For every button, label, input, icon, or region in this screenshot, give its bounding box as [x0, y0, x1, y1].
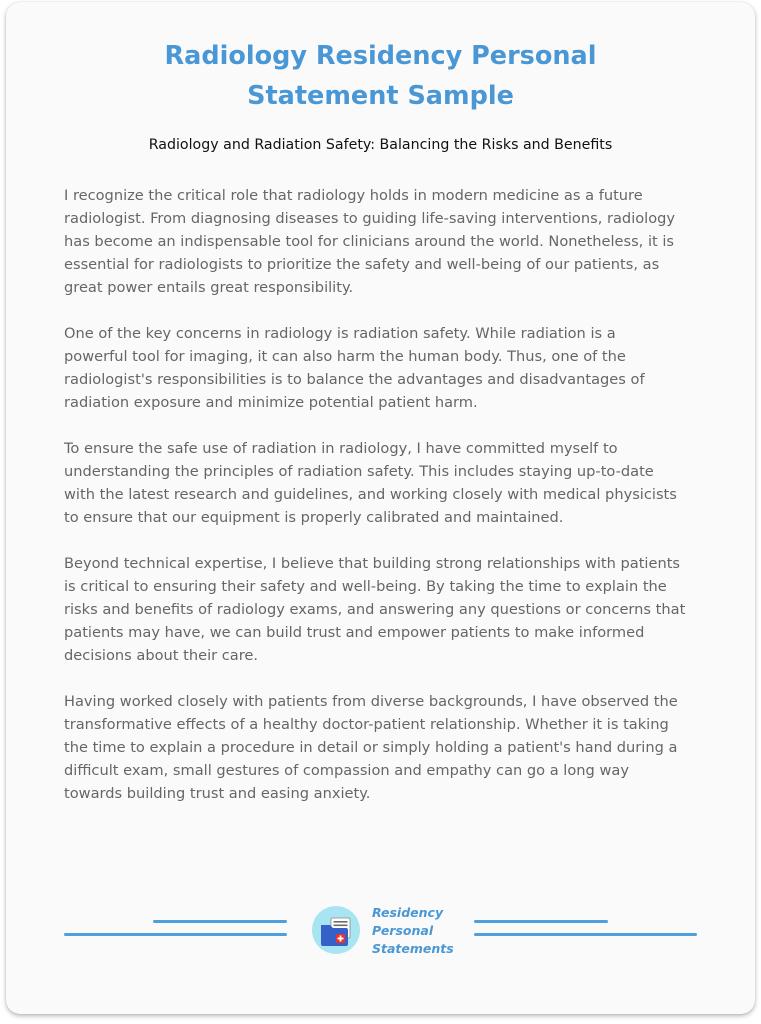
text-line: radiation exposure and minimize potential patient harm.	[64, 394, 478, 411]
text-line: I recognize the critical role that radiology holds in modern medicine as a future	[64, 187, 643, 204]
title-line: Radiology Residency Personal	[164, 41, 597, 71]
paragraph	[64, 552, 704, 667]
statement-subtitle: Radiology and Radiation Safety: Balancing the Risks and Benefits	[148, 137, 613, 153]
logo-wordmark	[372, 904, 454, 958]
text-line: essential for radiologists to prioritize the safety and well-being of our patients, as	[64, 256, 660, 273]
text-line: patients may have, we can build trust and empower patients to make informed	[64, 624, 645, 641]
text-line: To ensure the safe use of radiation in radiology, I have committed myself to	[64, 440, 618, 457]
text-line: radiologist's responsibilities is to balance the advantages and disadvantages of	[64, 371, 645, 388]
footer-divider-right-short	[474, 920, 608, 923]
text-line: the time to explain a procedure in detail or simply holding a patient's hand during a	[64, 739, 678, 756]
text-line: powerful tool for imaging, it can also harm the human body. Thus, one of the	[64, 348, 626, 365]
text-line: understanding the principles of radiation safety. This includes staying up-to-date	[64, 463, 654, 480]
text-line: One of the key concerns in radiology is radiation safety. While radiation is a	[64, 325, 616, 342]
paragraph	[64, 690, 704, 805]
paragraph	[64, 184, 704, 299]
text-line: great power entails great responsibility.	[64, 279, 354, 296]
statement-body	[64, 184, 704, 828]
text-line: is critical to ensuring their safety and well-being. By taking the time to explain the	[64, 578, 667, 595]
logo-badge	[312, 906, 360, 954]
text-line: Having worked closely with patients from diverse backgrounds, I have observed the	[64, 693, 678, 710]
text-line: risks and benefits of radiology exams, and answering any questions or concerns that	[64, 601, 686, 618]
logo-text-line: Residency	[372, 905, 444, 920]
footer-divider-left-short	[153, 920, 287, 923]
text-line: radiologist. From diagnosing diseases to guiding life-saving interventions, radiology	[64, 210, 676, 227]
title-line: Statement Sample	[247, 81, 514, 111]
text-line: has become an indispensable tool for clinicians around the world. Nonetheless, it is	[64, 233, 675, 250]
logo-text-line: Statements	[372, 941, 454, 956]
logo-text-line: Personal	[372, 923, 434, 938]
text-line: transformative effects of a healthy doctor-patient relationship. Whether it is taking	[64, 716, 669, 733]
statement-page	[6, 2, 755, 1014]
text-line: to ensure that our equipment is properly calibrated and maintained.	[64, 509, 564, 526]
medical-folder-icon	[312, 906, 360, 954]
text-line: with the latest research and guidelines, and working closely with medical physicists	[64, 486, 677, 503]
paragraph	[64, 322, 704, 414]
text-line: towards building trust and easing anxiety.	[64, 785, 371, 802]
text-line: difficult exam, small gestures of compassion and empathy can go a long way	[64, 762, 629, 779]
text-line: decisions about their care.	[64, 647, 259, 664]
text-line: Beyond technical expertise, I believe that building strong relationships with patients	[64, 555, 681, 572]
page-title	[6, 36, 755, 116]
footer-divider-right-long	[474, 933, 697, 936]
paragraph	[64, 437, 704, 529]
footer-divider-left-long	[64, 933, 287, 936]
